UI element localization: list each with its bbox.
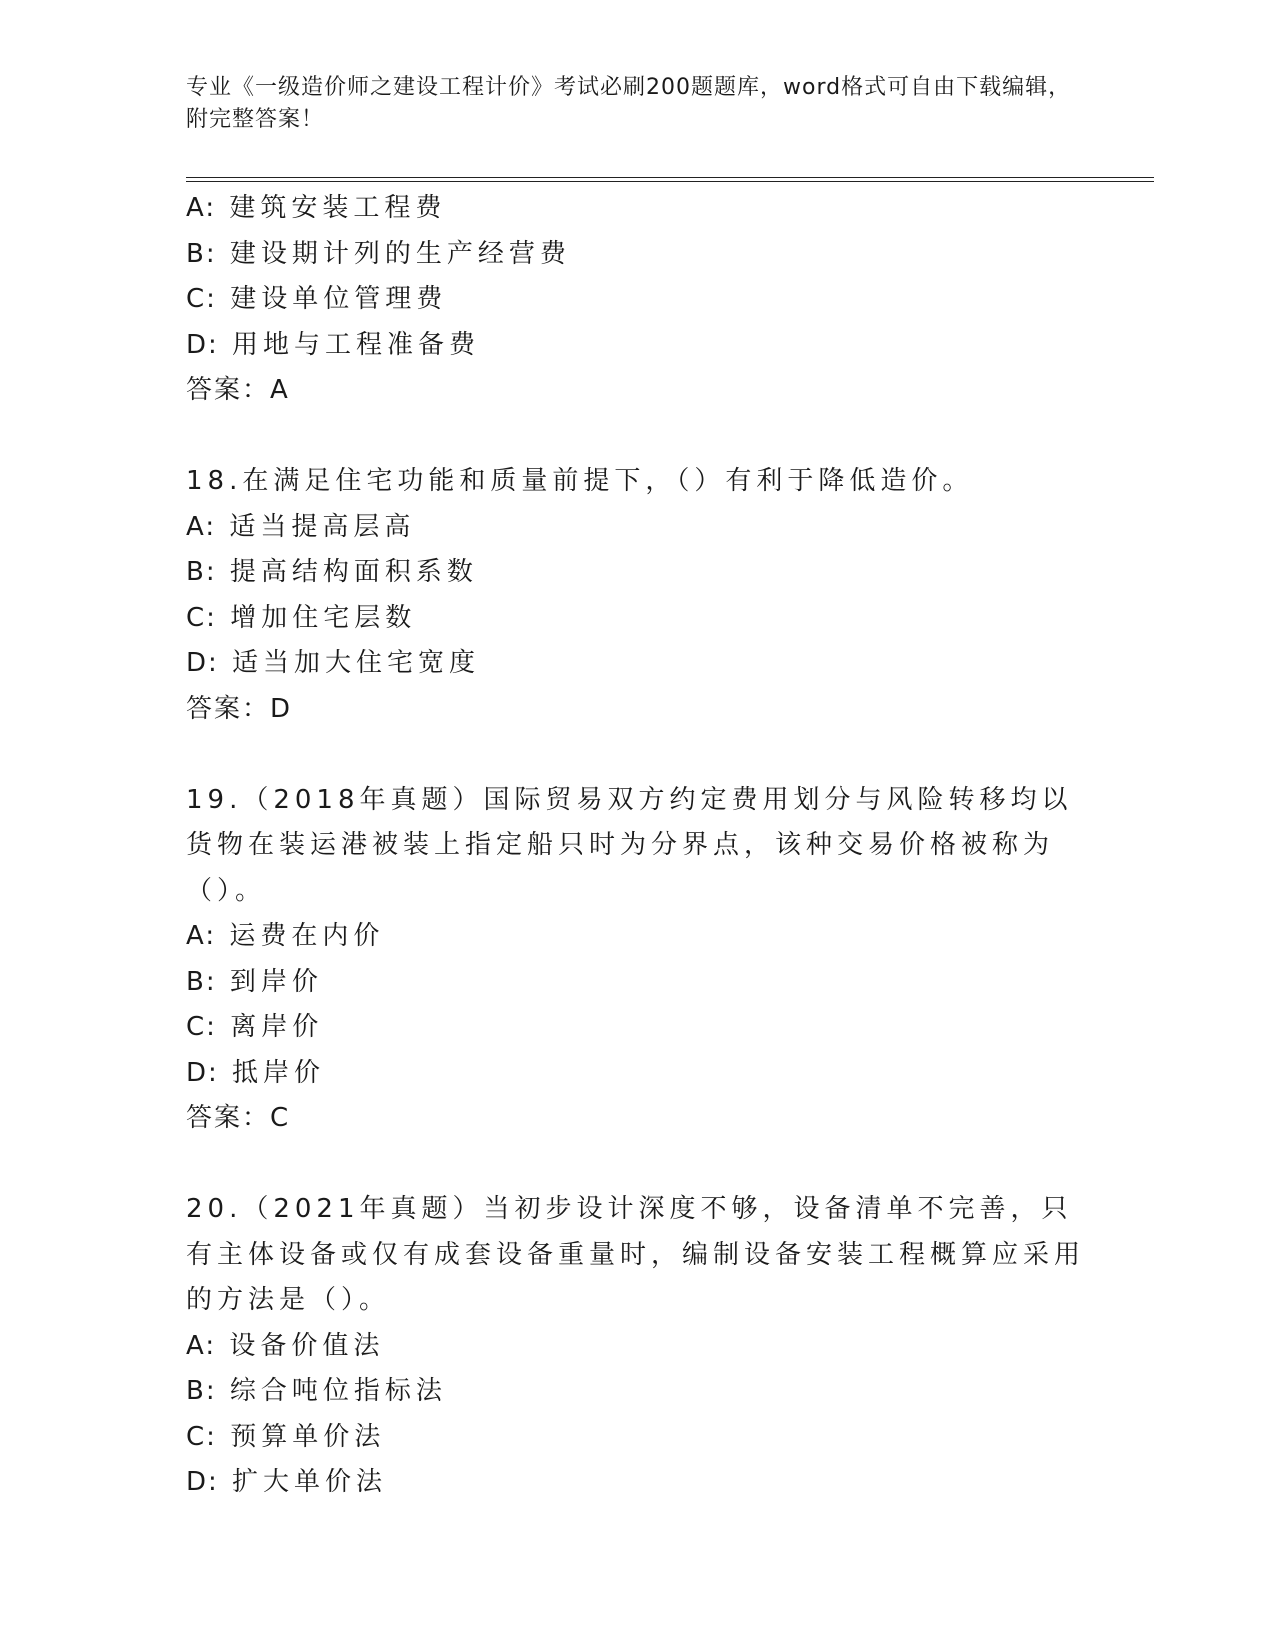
spacer	[186, 414, 1086, 460]
option-a: A: 运费在内价	[186, 921, 385, 951]
option-b: B: 提高结构面积系数	[186, 557, 478, 587]
option-c: C: 离岸价	[186, 1012, 324, 1042]
option-c: C: 增加住宅层数	[186, 602, 417, 633]
question-18	[186, 459, 1086, 732]
question-19	[186, 778, 1086, 1142]
answer-line: 答案：D	[186, 693, 293, 724]
question-text: 20.（2021年真题）当初步设计深度不够，设备清单不完善，只有主体设备或仅有成套设备重量时，编制设备安装工程概算应采用的方法是（）。	[186, 1194, 1086, 1315]
option-c: C: 建设单位管理费	[186, 284, 448, 314]
option-d: D: 适当加大住宅宽度	[186, 648, 481, 678]
spacer	[186, 1142, 1086, 1188]
option-a: A: 适当提高层高	[186, 511, 416, 542]
option-a: A: 设备价值法	[186, 1330, 385, 1361]
header-divider-top	[186, 177, 1154, 178]
document-header: 专业《一级造价师之建设工程计价》考试必刷200题题库，word格式可自由下载编辑，附完整答案！	[186, 75, 1072, 132]
answer-value: D	[270, 693, 293, 724]
option-d: D: 扩大单价法	[186, 1467, 388, 1497]
option-d: D: 抵岸价	[186, 1057, 326, 1088]
option-a: A: 建筑安装工程费	[186, 193, 447, 223]
question-20	[186, 1187, 1086, 1506]
answer-line: 答案：C	[186, 1103, 291, 1133]
question-text: 19.（2018年真题）国际贸易双方约定费用划分与风险转移均以货物在装运港被装上指定船只时为分界点，该种交易价格被称为（）。	[186, 784, 1073, 906]
question-text: 18.在满足住宅功能和质量前提下，（）有利于降低造价。	[186, 466, 974, 496]
option-b: B: 综合吨位指标法	[186, 1376, 447, 1406]
option-b: B: 到岸价	[186, 966, 323, 997]
spacer	[186, 732, 1086, 778]
question-list	[186, 186, 1086, 1506]
header-divider-bottom	[186, 181, 1154, 182]
answer-value: A	[270, 375, 290, 405]
option-d: D: 用地与工程准备费	[186, 329, 481, 360]
answer-line: 答案：A	[186, 375, 290, 405]
question-17	[186, 186, 1086, 414]
option-c: C: 预算单价法	[186, 1421, 386, 1452]
answer-value: C	[270, 1103, 291, 1133]
option-b: B: 建设期计列的生产经营费	[186, 238, 571, 269]
